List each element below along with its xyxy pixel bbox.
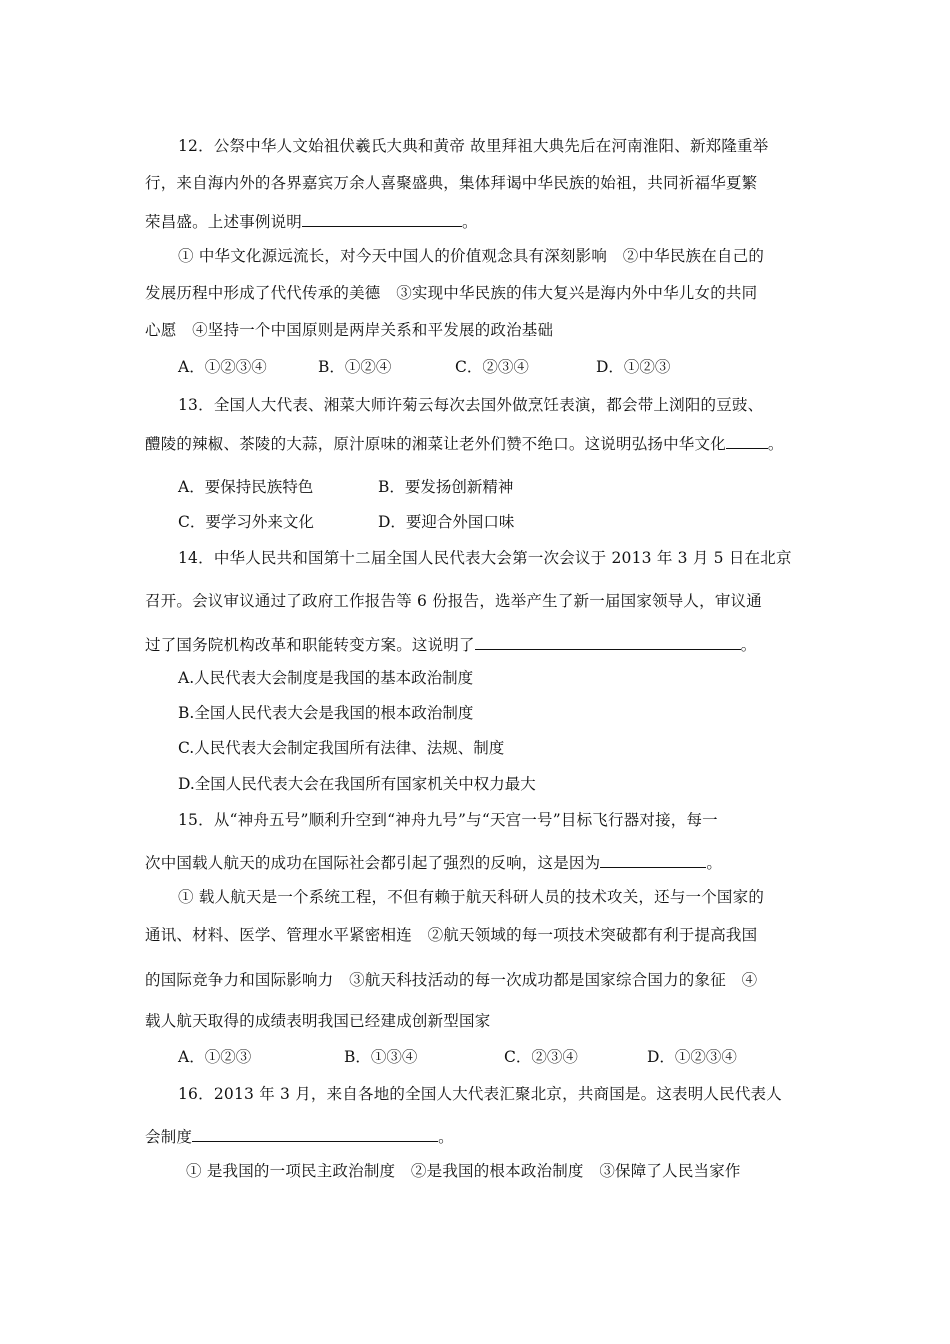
q15-period: 。 — [706, 854, 723, 872]
q12-option-a: A．①②③④ — [178, 358, 267, 376]
q13-line-2 — [145, 432, 784, 454]
q13-option-b: B．要发扬创新精神 — [378, 478, 514, 496]
q14-line-1: 14．中华人民共和国第十二届全国人民代表大会第一次会议于 2013 年 3 月 5 日在北京 — [178, 549, 792, 567]
q12-option-d: D．①②③ — [596, 358, 671, 376]
q13-answer-blank — [726, 432, 768, 449]
q15-option-c: C．②③④ — [504, 1048, 578, 1066]
q13-line-1: 13．全国人大代表、湘菜大师许菊云每次去国外做烹饪表演，都会带上浏阳的豆豉、 — [178, 396, 764, 414]
q12-line-1: 12．公祭中华人文始祖伏羲氏大典和黄帝 故里拜祖大典先后在河南淮阳、新郑隆重举 — [178, 137, 769, 155]
q15-statement-2: 通讯、材料、医学、管理水平紧密相连 ②航天领域的每一项技术突破都有利于提高我国 — [145, 926, 758, 944]
q12-prompt: 荣昌盛。上述事例说明 — [145, 213, 303, 231]
q15-option-d: D．①②③④ — [647, 1048, 737, 1066]
q15-option-a: A．①②③ — [178, 1048, 252, 1066]
q12-period: 。 — [462, 213, 478, 231]
q13-period: 。 — [767, 435, 784, 453]
q16-prompt: 会制度 — [145, 1128, 193, 1146]
q16-line-1: 16．2013 年 3 月，来自各地的全国人大代表汇聚北京，共商国是。这表明人民代表人 — [178, 1085, 782, 1103]
q13-option-a: A．要保持民族特色 — [178, 478, 314, 496]
q15-line-2 — [145, 851, 722, 873]
q15-line-1: 15．从“神舟五号”顺利升空到“神舟九号”与“天宫一号”目标飞行器对接，每一 — [178, 811, 718, 829]
q15-statement-4: 载人航天取得的成绩表明我国已经建成创新型国家 — [145, 1012, 491, 1030]
q14-option-b: B.全国人民代表大会是我国的根本政治制度 — [178, 704, 474, 722]
q15-answer-blank — [600, 851, 706, 868]
q14-option-a: A.人民代表大会制度是我国的基本政治制度 — [178, 669, 474, 687]
q16-line-2 — [145, 1125, 454, 1147]
q12-line-3 — [145, 210, 478, 232]
q14-option-d: D.全国人民代表大会在我国所有国家机关中权力最大 — [178, 775, 536, 793]
q13-prompt: 醴陵的辣椒、茶陵的大蒜，原汁原味的湘菜让老外们赞不绝口。这说明弘扬中华文化 — [145, 435, 726, 453]
q13-option-d: D．要迎合外国口味 — [378, 513, 515, 531]
q14-line-2: 召开。会议审议通过了政府工作报告等 6 份报告，选举产生了新一届国家领导人，审议通 — [145, 592, 762, 610]
q14-period: 。 — [740, 636, 757, 654]
q12-answer-blank — [302, 210, 462, 227]
q12-option-b: B．①②④ — [318, 358, 392, 376]
q16-answer-blank — [192, 1125, 438, 1142]
q15-statement-1: ① 载人航天是一个系统工程，不但有赖于航天科研人员的技术攻关，还与一个国家的 — [178, 888, 765, 906]
q14-answer-blank — [475, 633, 741, 650]
q15-option-b: B．①③④ — [344, 1048, 418, 1066]
q13-option-c: C．要学习外来文化 — [178, 513, 314, 531]
q16-statement-1: ① 是我国的一项民主政治制度 ②是我国的根本政治制度 ③保障了人民当家作 — [186, 1162, 741, 1180]
q16-period: 。 — [438, 1128, 454, 1146]
q14-line-3 — [145, 633, 756, 655]
q12-statement-2: 发展历程中形成了代代传承的美德 ③实现中华民族的伟大复兴是海内外中华儿女的共同 — [145, 284, 758, 302]
q12-statement-1: ① 中华文化源远流长，对今天中国人的价值观念具有深刻影响 ②中华民族在自己的 — [178, 247, 765, 265]
q15-statement-3: 的国际竞争力和国际影响力 ③航天科技活动的每一次成功都是国家综合国力的象征 ④ — [145, 971, 758, 989]
q15-prompt: 次中国载人航天的成功在国际社会都引起了强烈的反响，这是因为 — [145, 854, 601, 872]
q14-prompt: 过了国务院机构改革和职能转变方案。这说明了 — [145, 636, 475, 654]
q12-line-2: 行，来自海内外的各界嘉宾万余人喜聚盛典，集体拜谒中华民族的始祖，共同祈福华夏繁 — [145, 174, 758, 192]
q14-option-c: C.人民代表大会制定我国所有法律、法规、制度 — [178, 739, 505, 757]
q12-option-c: C．②③④ — [455, 358, 529, 376]
q12-statement-3: 心愿 ④坚持一个中国原则是两岸关系和平发展的政治基础 — [145, 321, 554, 339]
